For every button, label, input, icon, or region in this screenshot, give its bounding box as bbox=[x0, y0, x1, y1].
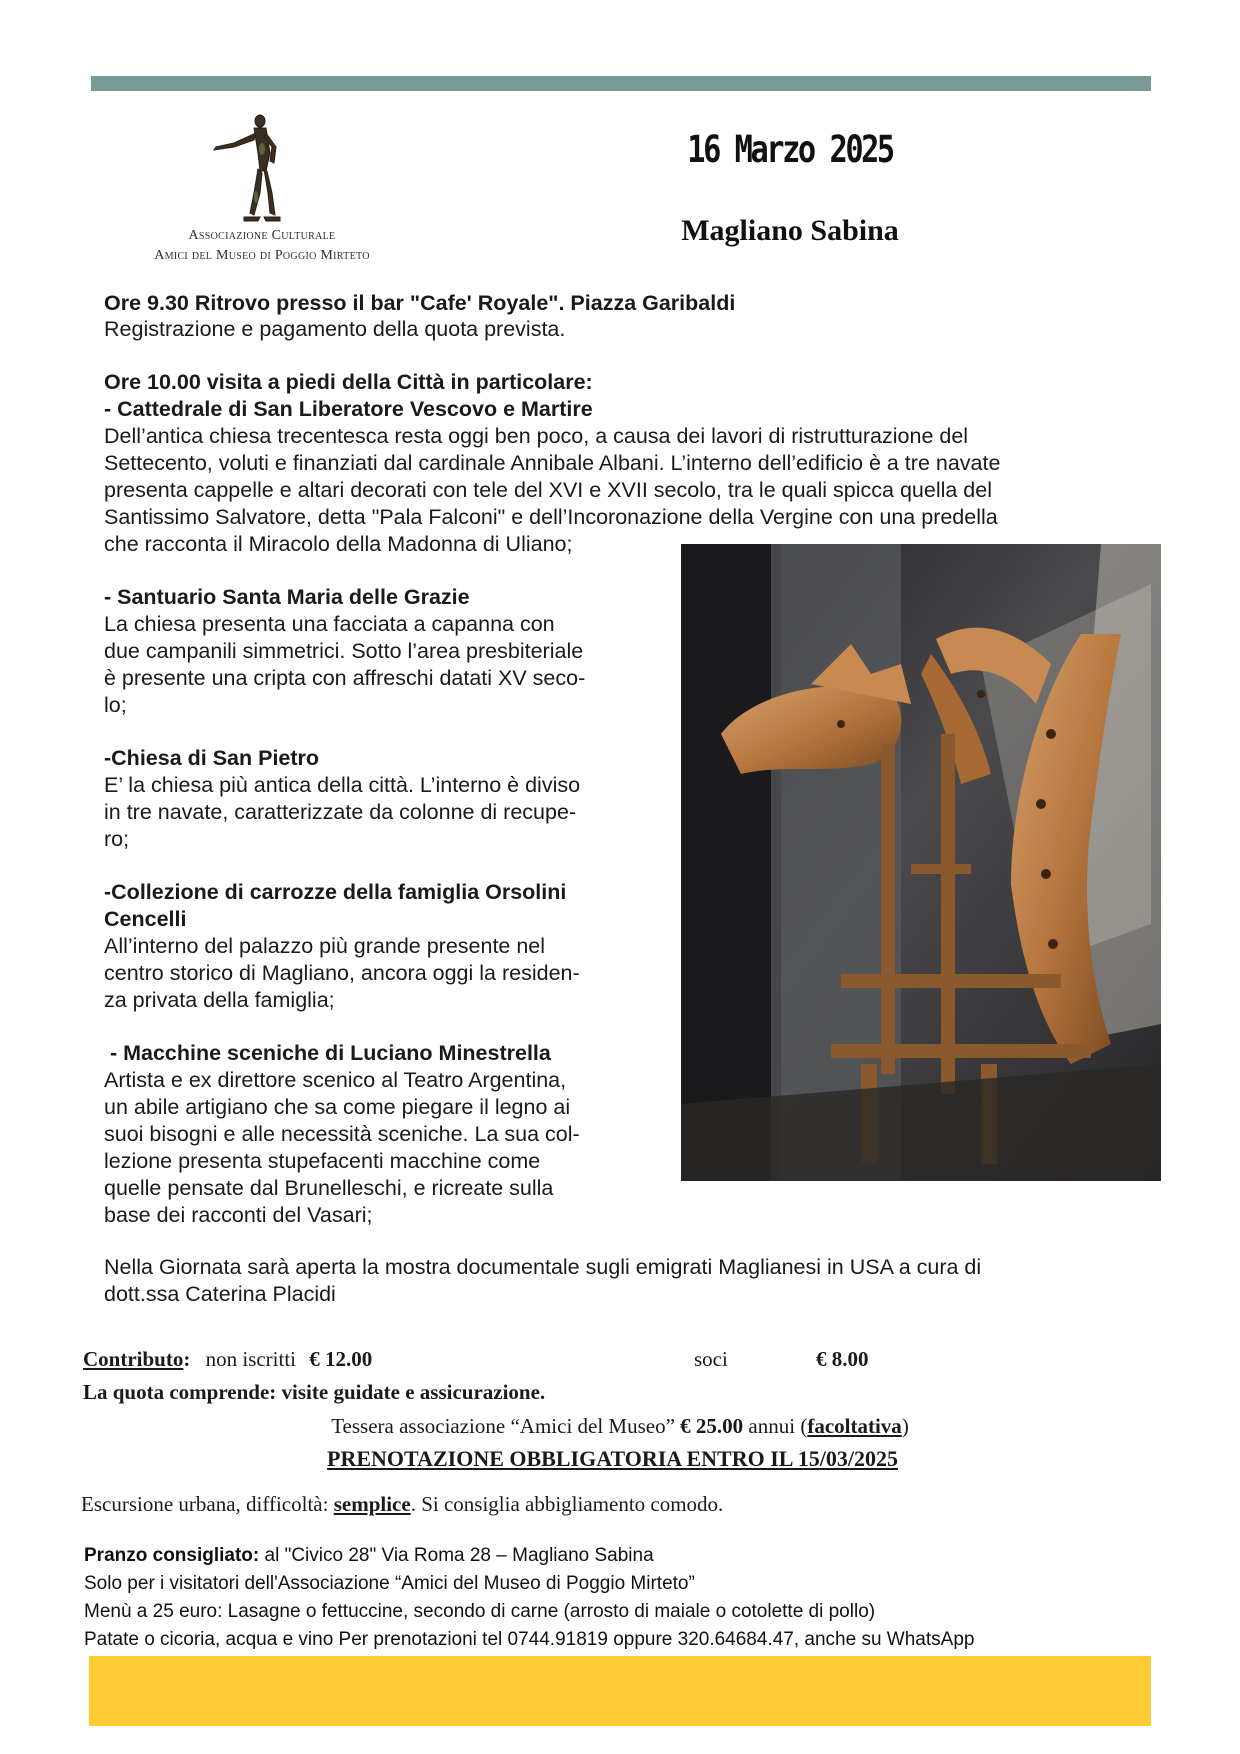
top-accent-bar bbox=[91, 76, 1151, 91]
cathedral-text-line: Dell’antica chiesa trecentesca resta oggi ben poco, a causa dei lavori di ristrutturazione del bbox=[104, 424, 969, 448]
lunch-line: Solo per i visitatori dell'Associazione “Amici del Museo di Poggio Mirteto” bbox=[84, 1573, 695, 1594]
booking-deadline: PRENOTAZIONE OBBLIGATORIA ENTRO IL 15/03/2025 bbox=[327, 1446, 898, 1471]
sanctuary-text-line: La chiesa presenta una facciata a capanna con bbox=[104, 612, 555, 636]
difficulty-advice: . Si consiglia abbigliamento comodo. bbox=[410, 1492, 724, 1516]
lunch-line: Patate o cicoria, acqua e vino Per prenotazioni tel 0744.91819 oppure 320.64684.47, anche su WhatsApp bbox=[84, 1629, 975, 1650]
carriages-text-line: za privata della famiglia; bbox=[104, 988, 335, 1012]
machines-text-line: base dei racconti del Vasari; bbox=[104, 1203, 373, 1227]
bronze-statue-icon bbox=[204, 113, 314, 225]
contribution-row bbox=[83, 1347, 372, 1372]
machines-text-line: un abile artigiano che sa come piegare il legno ai bbox=[104, 1095, 571, 1119]
membership-card-label: Tessera associazione “Amici del Museo” bbox=[331, 1414, 675, 1438]
carriages-title: -Collezione di carrozze della famiglia Orsolini bbox=[104, 880, 567, 904]
cathedral-title: - Cattedrale di San Liberatore Vescovo e Martire bbox=[104, 397, 593, 421]
bottom-accent-bar bbox=[89, 1656, 1151, 1726]
fee-includes: La quota comprende: visite guidate e assicurazione. bbox=[83, 1380, 546, 1404]
association-name-line-2: Amici del Museo di Poggio Mirteto bbox=[154, 248, 370, 263]
optional-close-paren: ) bbox=[901, 1414, 909, 1438]
event-place: Magliano Sabina bbox=[681, 214, 899, 247]
meeting-line: Ore 9.30 Ritrovo presso il bar "Cafe' Royale". Piazza Garibaldi bbox=[104, 291, 736, 315]
machines-text-line: quelle pensate dal Brunelleschi, e ricreate sulla bbox=[104, 1176, 554, 1200]
carriages-text-line: centro storico di Magliano, ancora oggi la residen- bbox=[104, 961, 580, 985]
membership-optional: facoltativa bbox=[807, 1414, 902, 1438]
contribution-colon: : bbox=[183, 1347, 191, 1371]
members-price: € 8.00 bbox=[816, 1347, 869, 1371]
cathedral-text-line: che racconta il Miracolo della Madonna di Uliano; bbox=[104, 532, 573, 556]
members-label: soci bbox=[694, 1347, 728, 1371]
machines-text-line: Artista e ex direttore scenico al Teatro Argentina, bbox=[104, 1068, 567, 1092]
membership-card-price: € 25.00 bbox=[680, 1414, 744, 1438]
carriages-title-continued: Cencelli bbox=[104, 907, 187, 931]
stpeter-title: -Chiesa di San Pietro bbox=[104, 746, 320, 770]
lunch-line: Menù a 25 euro: Lasagne o fettuccine, secondo di carne (arrosto di maiale o cotolette di pollo) bbox=[84, 1601, 876, 1622]
sanctuary-text-line: è presente una cripta con affreschi datati XV seco- bbox=[104, 666, 586, 690]
wooden-stage-machine-photo bbox=[681, 544, 1161, 1181]
cathedral-text-line: Santissimo Salvatore, detta "Pala Falconi" e dell’Incoronazione della Vergine con una predella bbox=[104, 505, 998, 529]
sanctuary-text-line: due campanili simmetrici. Sotto l’area presbiteriale bbox=[104, 639, 584, 663]
lunch-row bbox=[84, 1543, 654, 1569]
non-members-price: € 12.00 bbox=[309, 1347, 373, 1371]
visit-intro: Ore 10.00 visita a piedi della Città in particolare: bbox=[104, 370, 593, 394]
cathedral-text-line: presenta cappelle e altari decorati con tele del XVI e XVII secolo, tra le quali spicca quella del bbox=[104, 478, 992, 502]
association-name-line-1: Associazione Culturale bbox=[188, 228, 336, 243]
machines-text-line: suoi bisogni e alle necessità sceniche. La sua col- bbox=[104, 1122, 580, 1146]
sanctuary-title: - Santuario Santa Maria delle Grazie bbox=[104, 585, 470, 609]
exhibition-text-line: Nella Giornata sarà aperta la mostra documentale sugli emigrati Maglianesi in USA a cura di bbox=[104, 1255, 982, 1279]
difficulty-level: semplice bbox=[333, 1492, 411, 1516]
difficulty-row bbox=[81, 1492, 723, 1517]
event-date: 16 Marzo 2025 bbox=[687, 128, 893, 171]
membership-card-row bbox=[0, 1414, 1240, 1439]
stpeter-text-line: in tre navate, caratterizzate da colonne di recupe- bbox=[104, 800, 577, 824]
exhibition-text-line: dott.ssa Caterina Placidi bbox=[104, 1282, 336, 1306]
cathedral-text-line: Settecento, voluti e finanziati dal cardinale Annibale Albani. L’interno dell’edificio è a tre navate bbox=[104, 451, 1001, 475]
registration-line: Registrazione e pagamento della quota prevista. bbox=[104, 317, 566, 341]
contribution-label: Contributo bbox=[83, 1347, 184, 1371]
stpeter-text-line: ro; bbox=[104, 827, 130, 851]
stpeter-text-line: E’ la chiesa più antica della città. L’interno è diviso bbox=[104, 773, 581, 797]
machines-title: - Macchine sceniche di Luciano Minestrella bbox=[104, 1041, 551, 1065]
sanctuary-text-line: lo; bbox=[104, 693, 127, 717]
optional-open-paren: ( bbox=[800, 1414, 808, 1438]
stage-machine-photo bbox=[681, 544, 1161, 1181]
lunch-label: Pranzo consigliato: bbox=[84, 1545, 260, 1566]
non-members-label: non iscritti bbox=[205, 1347, 297, 1371]
membership-card-annual: annui bbox=[748, 1414, 796, 1438]
association-logo bbox=[112, 113, 412, 268]
lunch-place: al "Civico 28" Via Roma 28 – Magliano Sabina bbox=[259, 1545, 654, 1566]
machines-text-line: lezione presenta stupefacenti macchine come bbox=[104, 1149, 541, 1173]
carriages-text-line: All’interno del palazzo più grande presente nel bbox=[104, 934, 546, 958]
difficulty-label: Escursione urbana, difficoltà: bbox=[81, 1492, 329, 1516]
